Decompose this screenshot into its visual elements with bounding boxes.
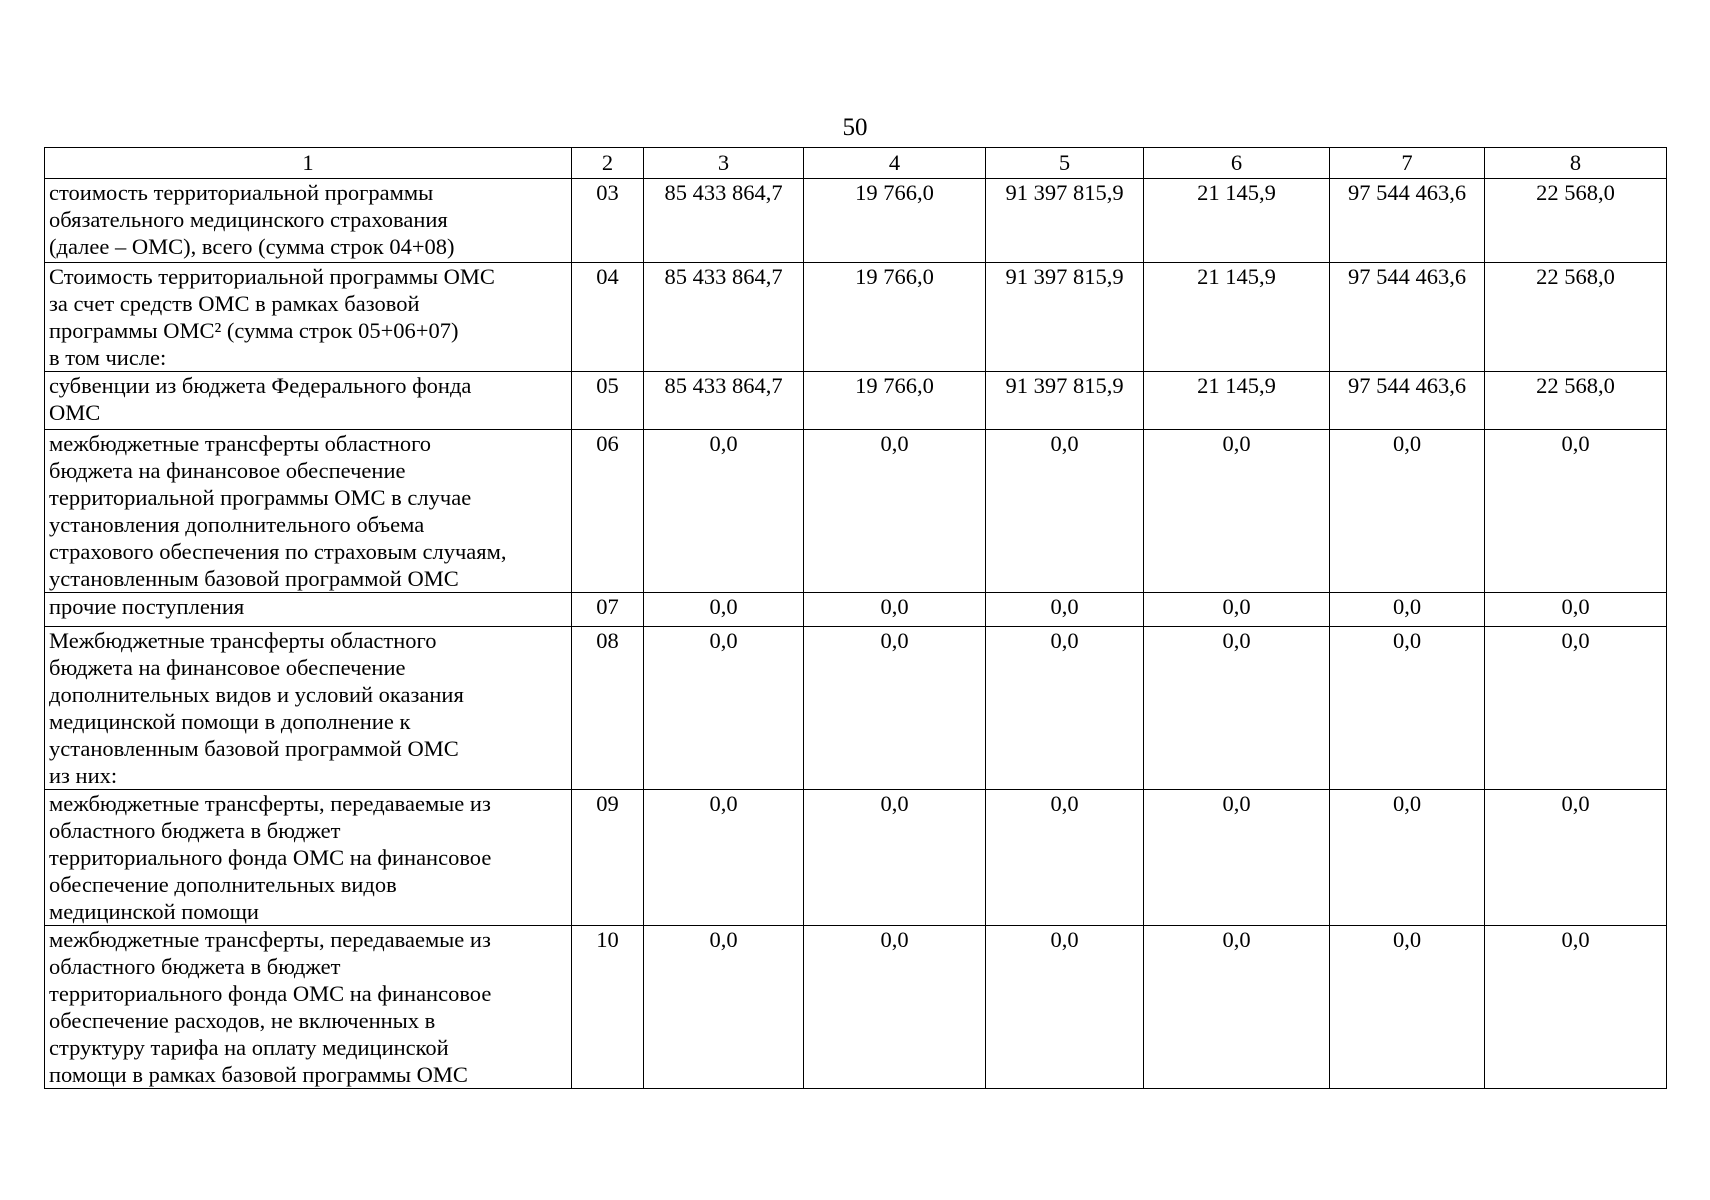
value-cell: 0,0 [1485,790,1667,926]
column-header: 1 [45,148,572,179]
page-number: 50 [842,114,868,141]
data-table [44,147,1667,1089]
row-description: межбюджетные трансферты, передаваемые из областного бюджета в бюджет территориального фонда ОМС на финансовое обеспечение расходов, не включенных в структуру тарифа на оплату медицинской помощи в рамках базовой программы ОМС [45,926,572,1089]
value-cell: 0,0 [644,430,804,593]
column-header: 3 [644,148,804,179]
table-row [45,430,1667,593]
value-cell: 0,0 [1144,790,1330,926]
header-row [45,148,1667,179]
value-cell: 91 397 815,9 [986,179,1144,263]
row-description: прочие поступления [45,593,572,627]
value-cell: 19 766,0 [804,179,986,263]
row-description: межбюджетные трансферты, передаваемые из областного бюджета в бюджет территориального фонда ОМС на финансовое обеспечение дополнительных видов медицинской помощи [45,790,572,926]
value-cell: 19 766,0 [804,263,986,372]
row-code: 09 [572,790,644,926]
value-cell: 19 766,0 [804,372,986,430]
table-row [45,926,1667,1089]
value-cell: 0,0 [986,430,1144,593]
value-cell: 0,0 [644,593,804,627]
row-description: субвенции из бюджета Федерального фонда ОМС [45,372,572,430]
row-description: межбюджетные трансферты областного бюджета на финансовое обеспечение территориальной программы ОМС в случае установления дополнительного объема страхового обеспечения по страховым случаям, установленным базовой программой ОМС [45,430,572,593]
value-cell: 97 544 463,6 [1330,179,1485,263]
row-description: стоимость территориальной программы обязательного медицинского страхования (далее – ОМС), всего (сумма строк 04+08) [45,179,572,263]
table-row [45,179,1667,263]
value-cell: 0,0 [1485,593,1667,627]
table-row [45,263,1667,372]
value-cell: 91 397 815,9 [986,372,1144,430]
row-code: 05 [572,372,644,430]
value-cell: 85 433 864,7 [644,372,804,430]
row-code: 03 [572,179,644,263]
value-cell: 0,0 [1144,430,1330,593]
value-cell: 0,0 [1144,627,1330,790]
value-cell: 0,0 [804,926,986,1089]
value-cell: 85 433 864,7 [644,263,804,372]
column-header: 2 [572,148,644,179]
value-cell: 0,0 [644,790,804,926]
value-cell: 85 433 864,7 [644,179,804,263]
value-cell: 22 568,0 [1485,179,1667,263]
value-cell: 0,0 [1144,926,1330,1089]
value-cell: 0,0 [1144,593,1330,627]
value-cell: 0,0 [986,593,1144,627]
table-row [45,790,1667,926]
table-row [45,372,1667,430]
value-cell: 0,0 [1330,593,1485,627]
row-code: 06 [572,430,644,593]
value-cell: 0,0 [1330,926,1485,1089]
column-header: 6 [1144,148,1330,179]
value-cell: 0,0 [986,790,1144,926]
value-cell: 0,0 [644,627,804,790]
value-cell: 97 544 463,6 [1330,372,1485,430]
column-header: 5 [986,148,1144,179]
row-description: Стоимость территориальной программы ОМС за счет средств ОМС в рамках базовой программы ОМС² (сумма строк 05+06+07) в том числе: [45,263,572,372]
value-cell: 22 568,0 [1485,372,1667,430]
column-header: 7 [1330,148,1485,179]
row-code: 08 [572,627,644,790]
value-cell: 0,0 [644,926,804,1089]
value-cell: 0,0 [804,627,986,790]
value-cell: 21 145,9 [1144,372,1330,430]
value-cell: 21 145,9 [1144,179,1330,263]
value-cell: 97 544 463,6 [1330,263,1485,372]
column-header: 8 [1485,148,1667,179]
value-cell: 0,0 [1485,627,1667,790]
value-cell: 0,0 [804,790,986,926]
value-cell: 0,0 [1330,430,1485,593]
value-cell: 0,0 [804,593,986,627]
row-code: 04 [572,263,644,372]
row-description: Межбюджетные трансферты областного бюджета на финансовое обеспечение дополнительных видов и условий оказания медицинской помощи в дополнение к установленным базовой программой ОМС из них: [45,627,572,790]
value-cell: 0,0 [804,430,986,593]
column-header: 4 [804,148,986,179]
row-code: 10 [572,926,644,1089]
value-cell: 0,0 [986,627,1144,790]
value-cell: 22 568,0 [1485,263,1667,372]
value-cell: 0,0 [1330,790,1485,926]
value-cell: 0,0 [1485,926,1667,1089]
table-row [45,593,1667,627]
table-row [45,627,1667,790]
value-cell: 0,0 [1485,430,1667,593]
value-cell: 91 397 815,9 [986,263,1144,372]
value-cell: 0,0 [1330,627,1485,790]
value-cell: 0,0 [986,926,1144,1089]
row-code: 07 [572,593,644,627]
value-cell: 21 145,9 [1144,263,1330,372]
